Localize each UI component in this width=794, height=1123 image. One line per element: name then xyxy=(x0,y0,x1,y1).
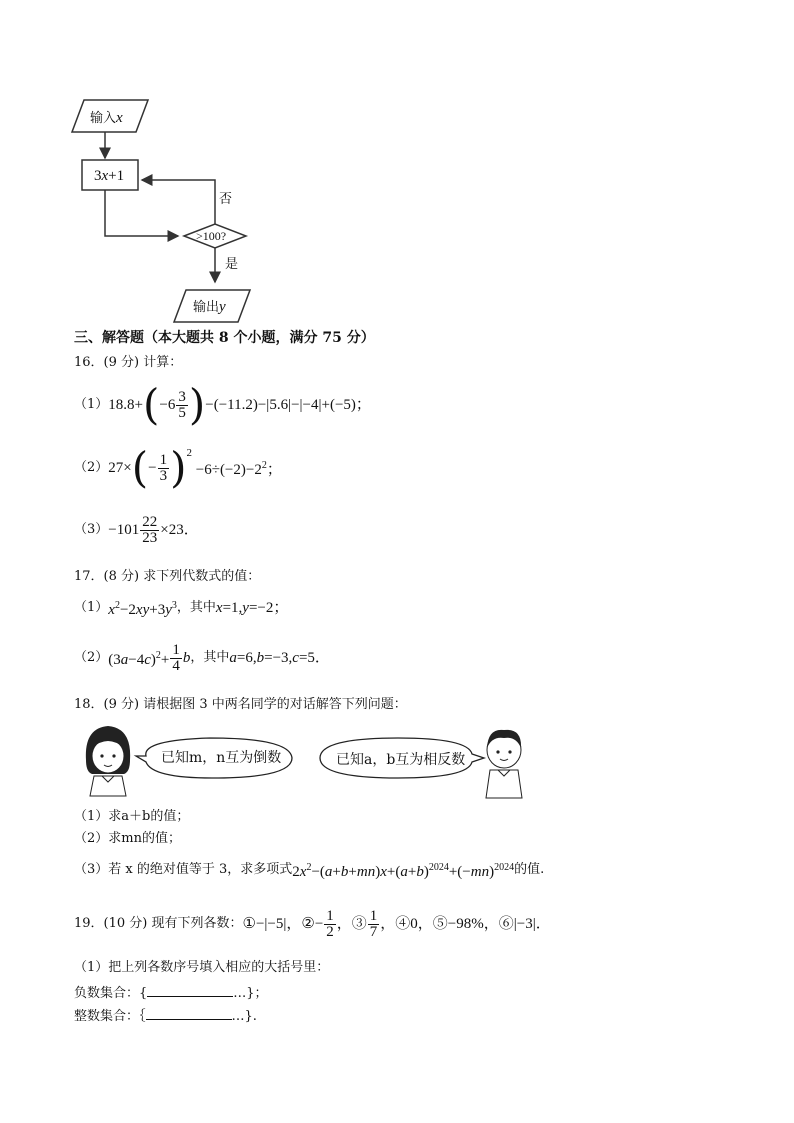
flowchart-yes-label: 是 xyxy=(225,257,239,272)
section-title: 三、解答题（本大题共 8 个小题，满分 75 分） xyxy=(74,330,375,346)
q19-integer-set: 整数集合：｛ …}. xyxy=(74,1009,257,1024)
girl-figure xyxy=(86,726,130,796)
flowchart-decision-label: >100? xyxy=(196,229,227,243)
q18-part1: （1）求a＋b的值； xyxy=(74,809,190,824)
q18-part3: （3）若 x 的绝对值等于 3，求多项式 $2x^2-(a+b+mn)x+(a+b)^{2024}+(-mn)^{2024}$ 的值. xyxy=(74,862,545,880)
flowchart-process-label: 3x+1 xyxy=(94,168,125,184)
q19-negative-set: 负数集合：{ …}； xyxy=(74,986,268,1001)
flowchart-output-label: 输出y xyxy=(193,299,226,315)
right-bubble-text: 已知a，b互为相反数 xyxy=(336,752,466,768)
q16-heading: 16．(9 分) 计算： xyxy=(74,355,183,370)
q17-part2: （2） $(3a-4c)^2+$ $\frac{1}{4}$ b ，其中 a=6,b=−3,c=5． xyxy=(74,641,330,674)
q18-heading: 18．(9 分) 请根据图 3 中两名同学的对话解答下列问题： xyxy=(74,697,407,712)
q16-part3: （3） −101 $\frac{22}{23}$ ×23． xyxy=(74,513,199,546)
dialogue-illustration xyxy=(80,720,540,800)
flowchart-no-label: 否 xyxy=(219,192,233,207)
flowchart-input-label: 输入x xyxy=(90,110,123,126)
q19-heading: 19．(10 分) 现有下列各数： ①−|−5|，②− $\frac{1}{2}$ ，③ $\frac{1}{7}$ ，④0，⑤−98%，⑥|−3|． xyxy=(74,907,551,940)
q17-heading: 17．(8 分) 求下列代数式的值： xyxy=(74,569,261,584)
q17-part1: （1） $x^2-2xy+3y^3$ ，其中 x=1,y=−2； xyxy=(74,600,289,618)
q16-part2: （2） 27× ( − $\frac{1}{3}$ ) 2 $-6\div(-2)-2^2$； xyxy=(74,443,282,492)
flowchart xyxy=(60,92,320,332)
q16-part1: （1） 18.8+ ( −6 $\frac{3}{5}$ ) −(−11.2)−|5.6|−|−4|+(−5)； xyxy=(74,380,371,429)
q19-part1: （1）把上列各数序号填入相应的大括号里： xyxy=(74,960,330,975)
boy-figure xyxy=(486,730,522,798)
q18-part2: （2）求mn的值； xyxy=(74,831,181,846)
left-bubble-text: 已知m，n互为倒数 xyxy=(161,750,282,766)
